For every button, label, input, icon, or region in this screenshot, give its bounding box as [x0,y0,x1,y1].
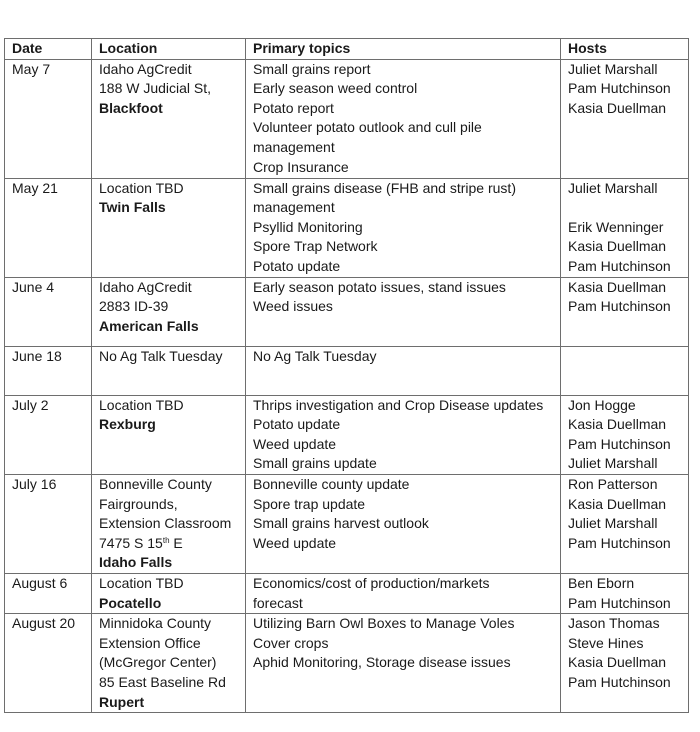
topic: management [253,199,335,216]
topic: Small grains report [253,60,371,77]
date: August 6 [12,574,68,591]
date-cell [5,277,92,346]
schedule-table [4,38,689,713]
host: Kasia Duellman [568,238,667,255]
hosts-cell [561,59,689,178]
host: Ron Patterson [568,475,658,492]
header-hosts: Hosts [561,39,689,60]
location-line: 188 W Judicial St, [99,80,212,97]
table-row [5,59,689,178]
host: Pam Hutchinson [568,534,671,551]
topic: Volunteer potato outlook and cull pile [253,119,482,136]
topics-cell [246,614,561,713]
topic: Cover crops [253,634,329,651]
location-line: 85 East Baseline Rd [99,673,226,690]
host: Juliet Marshall [568,60,658,77]
table-row [5,178,689,277]
hosts-cell [561,346,689,395]
address-post: E [169,534,183,551]
host: Steve Hines [568,634,644,651]
host: Juliet Marshall [568,179,658,196]
topic: Spore Trap Network [253,238,378,255]
topic: Utilizing Barn Owl Boxes to Manage Voles [253,615,515,632]
location-line: 2883 ID-39 [99,298,169,315]
host: Pam Hutchinson [568,594,671,611]
topic: Small grains harvest outlook [253,515,429,532]
location-line: No Ag Talk Tuesday [99,347,223,364]
location-cell [92,573,246,613]
location-line: Location TBD [99,574,184,591]
topic: Potato report [253,99,334,116]
host: Kasia Duellman [568,495,667,512]
city: American Falls [99,317,199,334]
topic: Economics/cost of production/markets [253,574,490,591]
header-row [5,39,689,60]
date-cell [5,346,92,395]
location-line: Location TBD [99,179,184,196]
topic: Weed issues [253,298,333,315]
date-cell [5,59,92,178]
date: July 16 [12,475,57,492]
location-cell [92,178,246,277]
topic: Thrips investigation and Crop Disease updates [253,396,544,413]
hosts-cell [561,178,689,277]
table-row [5,573,689,613]
topic: Potato update [253,416,341,433]
location-cell [92,346,246,395]
topics-cell [246,346,561,395]
host: Kasia Duellman [568,416,667,433]
topic: forecast [253,594,303,611]
topic: management [253,138,335,155]
table-row [5,614,689,713]
topics-cell [246,573,561,613]
host: Pam Hutchinson [568,298,671,315]
topic: No Ag Talk Tuesday [253,347,377,364]
city: Rupert [99,693,145,710]
host: Jon Hogge [568,396,636,413]
location-line: Extension Classroom [99,515,232,532]
topics-cell [246,178,561,277]
table-row [5,277,689,346]
topics-cell [246,395,561,474]
hosts-cell [561,573,689,613]
host: Kasia Duellman [568,278,667,295]
table-row [5,474,689,573]
host: Jason Thomas [568,615,660,632]
location-line: (McGregor Center) [99,654,217,671]
topic: Spore trap update [253,495,366,512]
host: Juliet Marshall [568,455,658,472]
table-row [5,395,689,474]
host: Pam Hutchinson [568,673,671,690]
topic: Small grains update [253,455,377,472]
hosts-cell [561,277,689,346]
topic: Potato update [253,257,341,274]
location-line: Idaho AgCredit [99,278,192,295]
header-date: Date [5,39,92,60]
host: Pam Hutchinson [568,257,671,274]
date-cell [5,395,92,474]
city: Blackfoot [99,99,163,116]
header-location: Location [92,39,246,60]
date-cell [5,573,92,613]
city: Twin Falls [99,199,166,216]
host: Juliet Marshall [568,515,658,532]
topic: Crop Insurance [253,158,349,175]
address-line [99,534,241,554]
header-topics: Primary topics [246,39,561,60]
location-cell [92,614,246,713]
topic: Weed update [253,534,337,551]
location-cell [92,59,246,178]
date-cell [5,178,92,277]
date-cell [5,614,92,713]
location-line: Bonneville County [99,475,212,492]
location-line: Minnidoka County [99,615,212,632]
date: August 20 [12,615,76,632]
address-pre: 7475 S 15 [99,534,163,551]
topic: Early season potato issues, stand issues [253,278,506,295]
topic: Weed update [253,435,337,452]
topics-cell [246,474,561,573]
location-line: Extension Office [99,634,201,651]
date: June 18 [12,347,62,364]
host: Ben Eborn [568,574,635,591]
host: Pam Hutchinson [568,435,671,452]
topic: Psyllid Monitoring [253,218,363,235]
date-cell [5,474,92,573]
topic: Early season weed control [253,80,418,97]
table-row [5,346,689,395]
location-line: Fairgrounds, [99,495,178,512]
city: Idaho Falls [99,554,173,571]
location-cell [92,474,246,573]
topics-cell [246,277,561,346]
location-line: Idaho AgCredit [99,60,192,77]
topic: Bonneville county update [253,475,410,492]
address-sup: th [162,535,170,545]
date: June 4 [12,278,55,295]
hosts-cell [561,614,689,713]
location-cell [92,395,246,474]
topics-cell [246,59,561,178]
host: Pam Hutchinson [568,80,671,97]
date: May 21 [12,179,58,196]
city: Rexburg [99,416,156,433]
hosts-cell [561,474,689,573]
date: May 7 [12,60,51,77]
location-cell [92,277,246,346]
host: Erik Wenninger [568,218,664,235]
location-line: Location TBD [99,396,184,413]
hosts-cell [561,395,689,474]
topic: Small grains disease (FHB and stripe rust) [253,179,516,196]
host: Kasia Duellman [568,654,667,671]
host: Kasia Duellman [568,99,667,116]
date: July 2 [12,396,49,413]
city: Pocatello [99,594,162,611]
host [568,198,684,218]
topic: Aphid Monitoring, Storage disease issues [253,654,511,671]
